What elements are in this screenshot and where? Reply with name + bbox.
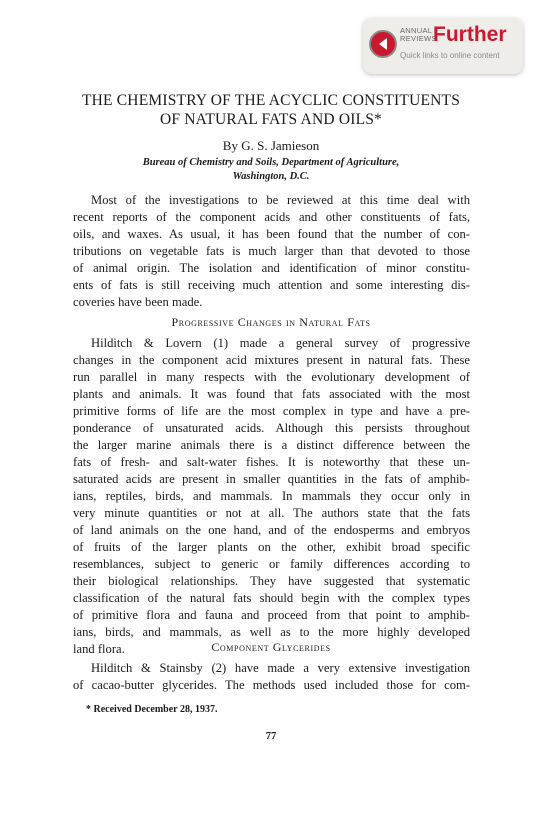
section1-line: saturated acids are present in smaller quantities in the fats of amphib-: [73, 472, 470, 486]
section1-line: primitive forms of life are the most complex in type and have a pre-: [73, 404, 470, 418]
intro-line: oils, and waxes. As usual, it has been found that the number of con-: [73, 227, 470, 241]
section1-line: run parallel in many respects with the evolutionary development of: [73, 370, 470, 384]
article-title-line-1: THE CHEMISTRY OF THE ACYCLIC CONSTITUENTS: [81, 92, 461, 109]
badge-reviews-text: REVIEWS: [400, 34, 437, 43]
intro-line: Most of the investigations to be reviewed at this time deal with: [91, 193, 470, 207]
further-badge[interactable]: [363, 18, 523, 74]
section1-line: of fruits of the larger plants on the other, exhibit broad specific: [73, 540, 470, 554]
intro-line: tributions on vegetable fats is much larger than that devoted to those: [73, 244, 470, 258]
intro-line: ents of fats is still receiving much attention and some interesting dis-: [73, 278, 470, 292]
section1-line: ians, birds, and mammals, as well as to the more highly developed: [73, 625, 470, 639]
section2-line: Hilditch & Stainsby (2) have made a very extensive investigation: [91, 661, 470, 675]
section1-line: changes in the component acid mixtures present in natural fats. These: [73, 353, 470, 367]
affiliation-line-1: Bureau of Chemistry and Soils, Department of Agriculture,: [142, 157, 400, 168]
intro-line: recent reports of the component acids and other constituents of fats,: [73, 210, 470, 224]
section1-line: fats of fresh- and salt-water fishes. It is noteworthy that these un-: [73, 455, 470, 469]
section1-line: ponderance of unsaturated acids. Although this persists throughout: [73, 421, 470, 435]
section1-line: their biological relationships. They have suggested that systematic: [73, 574, 470, 588]
intro-line: coveries have been made.: [73, 295, 203, 309]
section-heading-component-glycerides: Component Glycerides: [211, 640, 331, 654]
intro-line: of animal origin. The isolation and identification of minor constitu-: [73, 261, 470, 275]
section1-line: plants and animals. It was found that fats associated with the most: [73, 387, 470, 401]
author-byline: By G. S. Jamieson: [222, 138, 320, 153]
section-heading-progressive-changes: Progressive Changes in Natural Fats: [171, 315, 371, 329]
section1-line: land flora.: [73, 642, 125, 656]
badge-annual-text: ANNUAL: [400, 26, 433, 35]
page-number: 77: [265, 731, 277, 742]
footnote: * Received December 28, 1937.: [86, 704, 218, 715]
section1-line: ians, reptiles, birds, and mammals. In mammals they occur only in: [73, 489, 470, 503]
badge-publisher: [400, 27, 437, 43]
badge-further-text: Further: [433, 23, 507, 46]
section1-line: resemblances, subject to generic or family differences according to: [73, 557, 470, 571]
section2-line: of cacao-butter glycerides. The methods used included those for com-: [73, 678, 470, 692]
section1-line: of primitive flora and fauna and proceed from that point to amphib-: [73, 608, 470, 622]
section1-line: classification of the natural fats should begin with the complex types: [73, 591, 470, 605]
section1-line: the larger marine animals there is a distinct difference between the: [73, 438, 470, 452]
section1-line: Hilditch & Lovern (1) made a general survey of progressive: [91, 336, 470, 350]
badge-subtitle: Quick links to online content: [400, 51, 500, 60]
annual-reviews-logo-icon: [369, 30, 397, 58]
section1-line: very minute quantities or not at all. The authors state that the fats: [73, 506, 470, 520]
affiliation-line-2: Washington, D.C.: [232, 171, 310, 182]
section1-line: of land animals on the one hand, and of the endosperms and embryos: [73, 523, 470, 537]
article-title-line-2: OF NATURAL FATS AND OILS*: [159, 111, 383, 128]
